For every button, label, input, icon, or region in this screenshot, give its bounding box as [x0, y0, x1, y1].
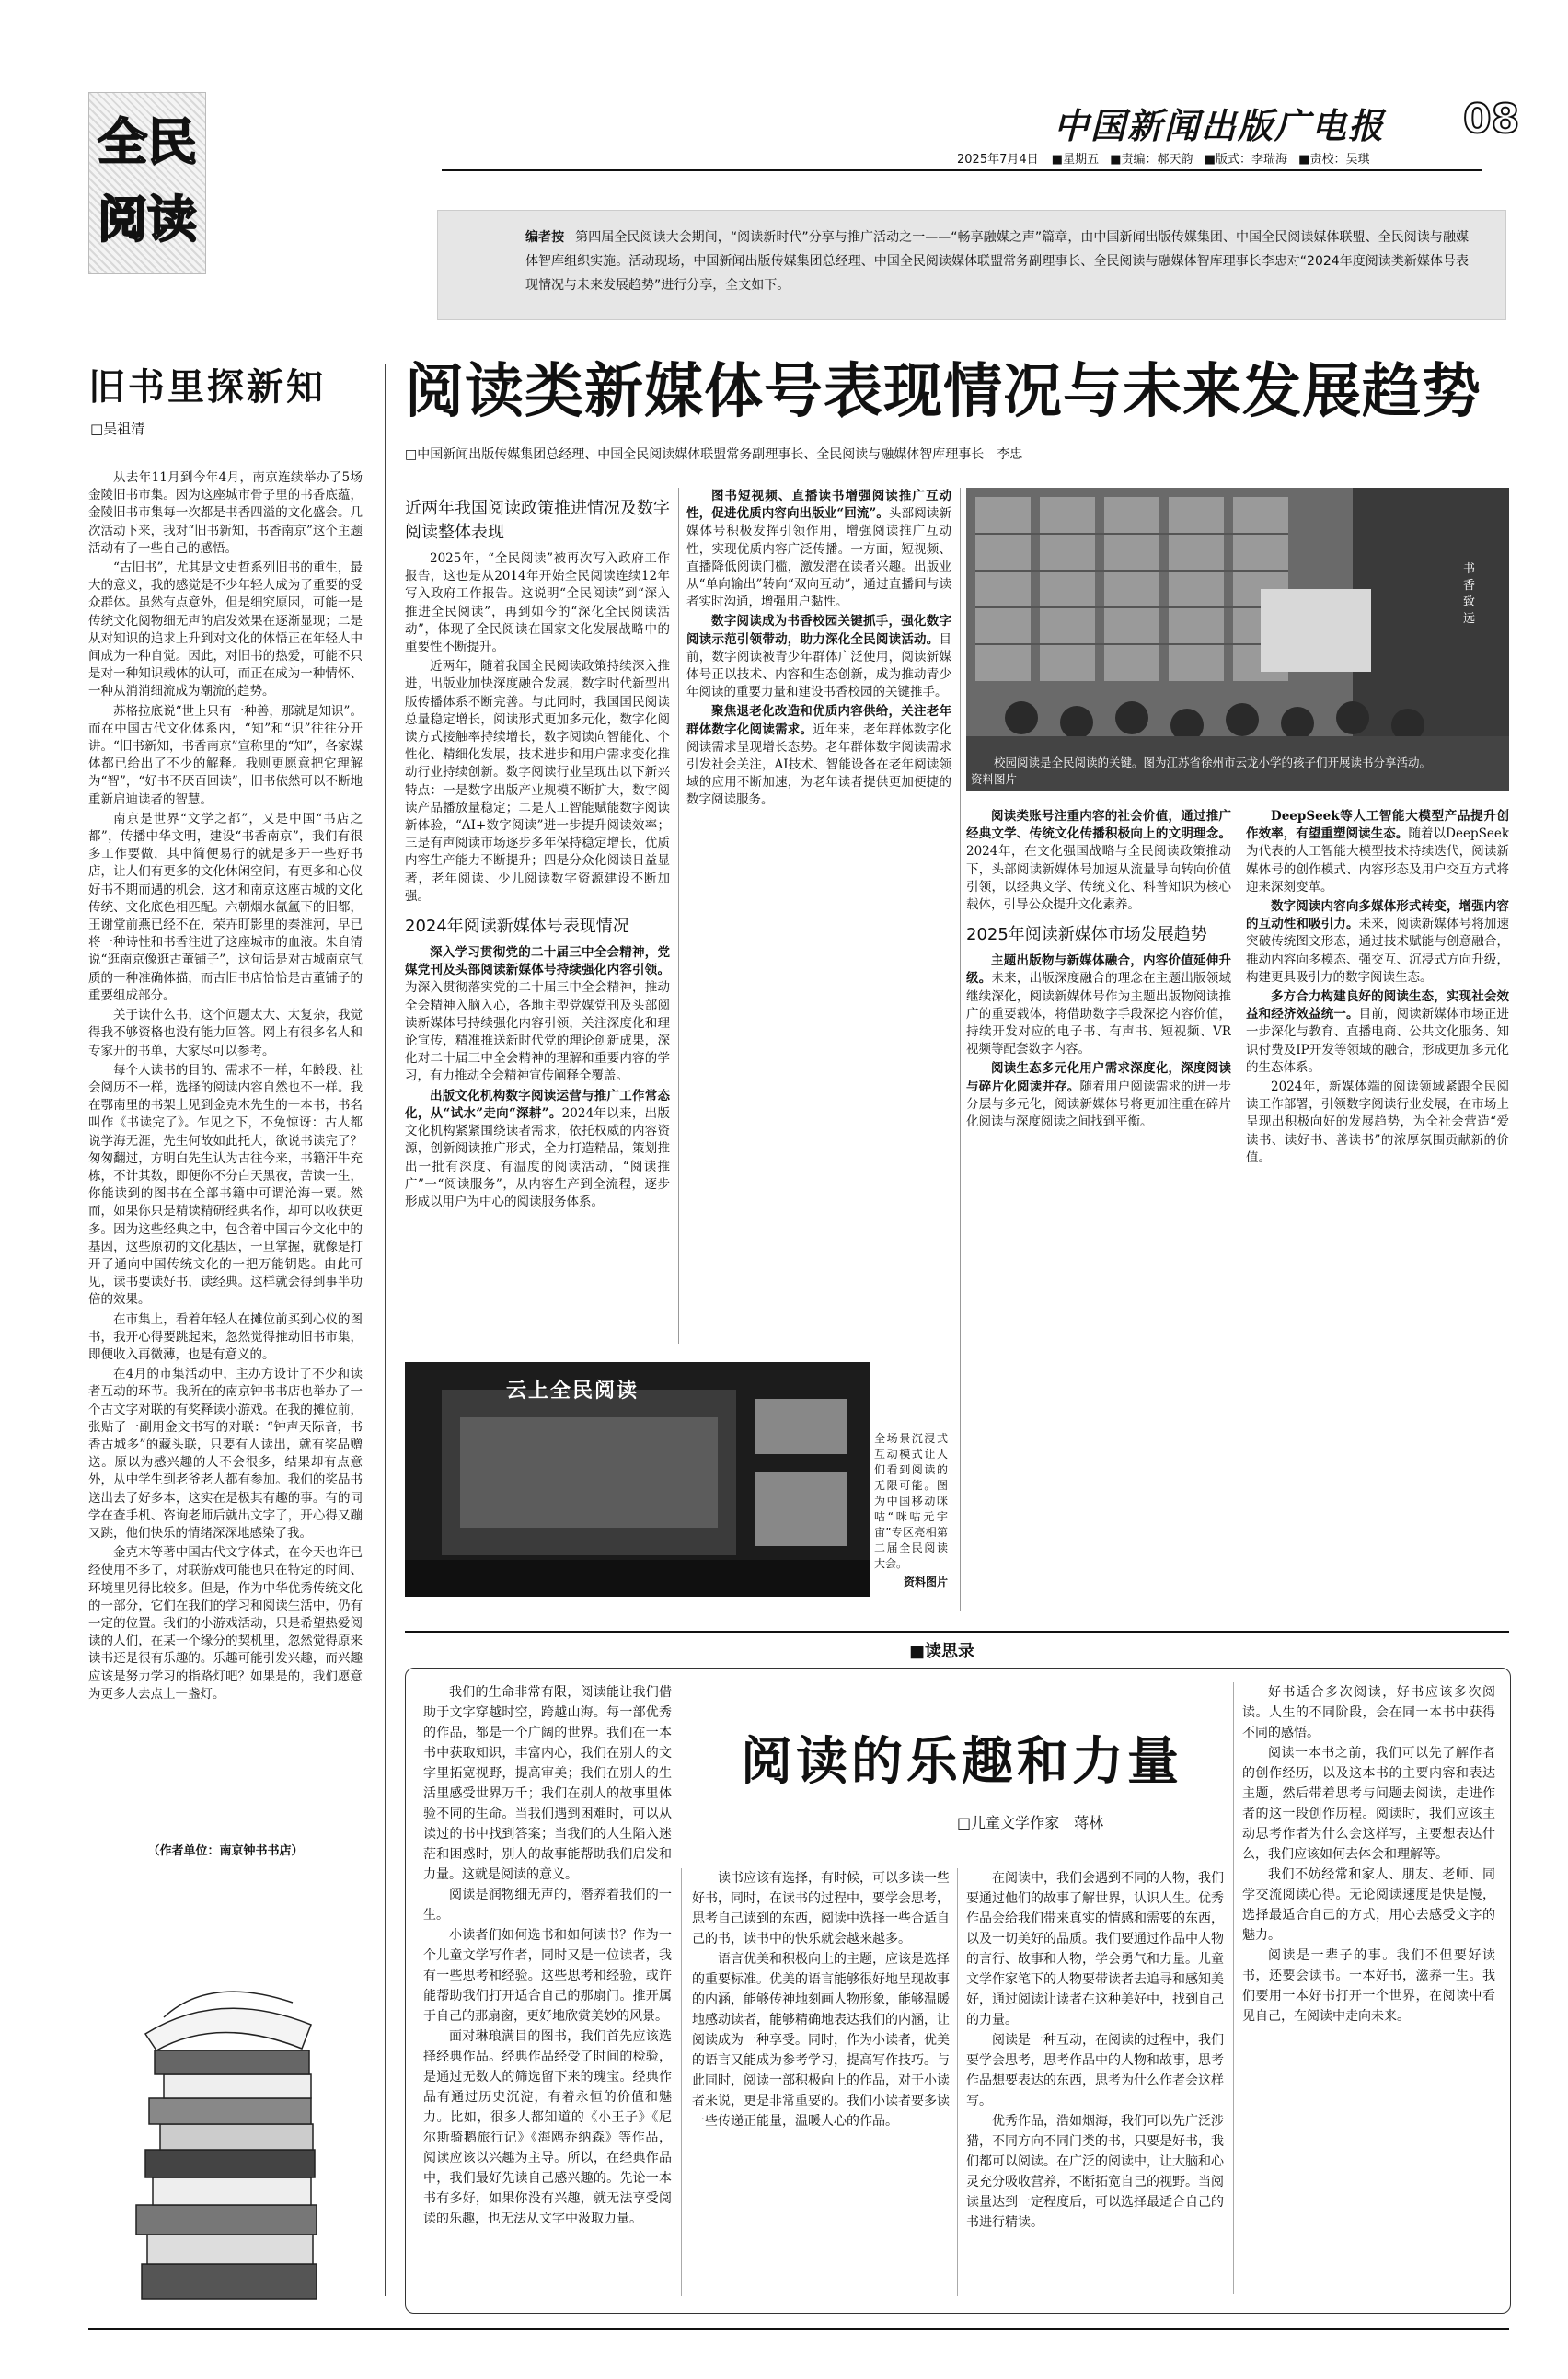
paragraph-text: 为深入贯彻落实党的二十届三中全会精神，推动全会精神入脑入心，各地主型党媒党刊及头部阅读新媒体号持续强化内容引领，关注深度化和理论宣传，精准推送新时代党的理论创新成果，深化对二十届三中全会精神的理解和重要内容的学习，有力推动全会精神宣传阐释全覆盖。	[405, 980, 670, 1084]
section-logo	[88, 92, 206, 274]
paragraph-lead: 深入学习贯彻党的二十届三中全会精神，党媒党刊及头部阅读新媒体号持续强化内容引领。	[405, 945, 670, 978]
date-line: 2025年7月4日 ■星期五 ■责编：郝天韵 ■版式：李瑞海 ■责校：吴琪	[957, 153, 1370, 167]
essay-divider	[1233, 1682, 1234, 2294]
essay-column-3	[966, 1868, 1224, 2296]
essay-column-label: ■读思录	[902, 1638, 982, 1662]
essay-author: □儿童文学作家 蒋林	[957, 1814, 1104, 1831]
column-divider	[678, 488, 679, 1344]
section-heading: 近两年我国阅读政策推进情况及数字阅读整体表现	[405, 499, 670, 542]
editor-note	[437, 210, 1506, 320]
cloud-reading-caption	[874, 1431, 948, 1589]
essay-paragraph: 小读者们如何选书和如何读书？作为一个儿童文学写作者，同时又是一位读者，我有一些思考和经验。这些思考和经验，或许能帮助我们打开适合自己的那扇门。推开属于自己的那扇窗，更好地欣赏美妙的风景。	[423, 1928, 672, 2024]
body-paragraph	[405, 944, 670, 1086]
editor-credit: 责编：郝天韵	[1121, 153, 1193, 167]
paragraph-text: 未来，出版深度融合的理念在主题出版领域继续深化，阅读新媒体号作为主题出版物阅读推广的重要载体，将借助数字手段深挖内容价值，持续开发对应的电子书、有声书、短视频、VR视频等配套数字内容。	[966, 971, 1231, 1057]
paragraph-text: 2024年，在文化强国战略与全民阅读政策推动下，头部阅读新媒体号加速从流量导向转向价值引领，以经典文学、传统文化、科普知识为核心载体，引导公众提升文化素养。	[966, 844, 1231, 913]
header-rule	[442, 169, 1482, 171]
paragraph-lead: 阅读类账号注重内容的社会价值，通过推广经典文学、传统文化传播积极向上的文明理念。	[966, 809, 1231, 842]
editor-note-label: 编者按	[525, 230, 565, 245]
paragraph-lead: DeepSeek等人工智能大模型产品提升创作效率，有望重塑阅读生态。	[1246, 809, 1509, 842]
photo-caption: 校园阅读是全民阅读的关键。图为江苏省徐州市云龙小学的孩子们开展读书分享活动。 资料图片	[971, 756, 1494, 786]
book-stack-illustration	[109, 1969, 339, 2310]
paragraph-lead: 聚焦退老化改造和优质内容供给，关注老年群体数字化阅读需求。	[686, 704, 951, 737]
paragraph-lead: 图书短视频、直播读书增强阅读推广互动性，促进优质内容向出版业“回流”。	[686, 489, 951, 522]
essay-column-1	[423, 1682, 672, 2294]
main-article-byline: □中国新闻出版传媒集团总经理、中国全民阅读媒体联盟常务副理事长、全民阅读与融媒体智库理事长 李忠	[405, 447, 1023, 462]
paragraph-text: 目前，数字阅读被青少年群体广泛使用，阅读新媒体号正以技术、内容和生态创新，成为推动青少年阅读的重要力量和建设书香校园的关键推手。	[686, 631, 951, 700]
section-heading: 2025年阅读新媒体市场发展趋势	[966, 925, 1207, 945]
editor-note-text: 第四届全民阅读大会期间，“阅读新时代”分享与推广活动之一——“畅享融媒之声”篇章，由中国新闻出版传媒集团、中国全民阅读媒体联盟、全民阅读与融媒体智库组织实施。活动现场，中国新闻出版传媒集团总经理、中国全民阅读媒体联盟常务副理事长、全民阅读与融媒体智库理事长李忠对“2024年度阅读类新媒体号表现情况与未来发展趋势”进行分享，全文如下。	[525, 230, 1469, 293]
photo-credit: 资料图片	[903, 1576, 948, 1588]
proofreader-credit: 责校：吴琪	[1309, 153, 1370, 167]
body-paragraph	[1246, 808, 1509, 896]
essay-paragraph: 阅读是润物细无声的，潜养着我们的一生。	[423, 1888, 672, 1923]
paragraph-lead: 多方合力构建良好的阅读生态，实现社会效益和经济效益统一。	[1246, 989, 1509, 1022]
essay-column-2	[692, 1868, 950, 2296]
body-paragraph	[686, 488, 951, 611]
photo-sign-text: 书香致远	[1463, 562, 1476, 626]
body-paragraph	[966, 808, 1231, 914]
essay-paragraph: 阅读是一种互动，在阅读的过程中，我们要学会思考，思考作品中的人物和故事，思考作品想要表达的东西，思考为什么作者会这样写。	[966, 2033, 1224, 2108]
essay-paragraph: 我们不妨经常和家人、朋友、老师、同学交流阅读心得。无论阅读速度是快是慢，选择最适合自己的方式，用心去感受文字的魅力。	[1242, 1867, 1495, 1943]
paragraph-lead: 阅读生态多元化用户需求深度化，深度阅读与碎片化阅读并存。	[966, 1061, 1231, 1094]
sidebar-paragraph: 每个人读书的目的、需求不一样，年龄段、社会阅历不一样，选择的阅读内容自然也不一样。我在鄂南里的书架上见到金克木先生的一本书，书名叫作《书读完了》。乍见之下，不免惊讶：古人都说学海无涯，先生何故如此托大，欲说书读完了？匆匆翻过，方明白先生认为古往今来，书籍汗牛充栋，不计其数，即便你不分白天黑夜，苦读一生，你能读到的图书在全部书籍中可谓沧海一粟。然而，如果你只是精读精研经典名作，却可以收获更多。因为这些经典之中，包含着中国古今文化中的基因，这些原初的文化基因，一旦掌握，就像是打开了通向中国传统文化的一把万能钥匙。由此可见，读书要读好书，读经典。这样就会得到事半功倍的效果。	[88, 1062, 363, 1308]
sidebar-paragraph: 南京是世界“文学之都”，又是中国“书店之都”，传播中华文明，建设“书香南京”，我们有很多工作要做，其中简便易行的就是多开一些好书店，让人们有更多的文化休闲空间，有更多和心仪好书不期而遇的机会，这才和南京这座古城的文化传统、文化底色相匹配。六朝烟水氤氲下的旧都，王谢堂前燕已经不在，荣卉盯影里的秦淮河，早已将一种诗性和书香注进了这座城市的血液。朱自清说“逛南京像逛古董铺子”，这句话是对古城南京气质的一种准确体描，而古旧书店恰恰是古董铺子的重要组成部分。	[88, 811, 363, 1003]
issue-date: 2025年7月4日	[957, 153, 1039, 167]
section-logo-text: 全民阅读	[98, 113, 197, 248]
essay-column-4	[1242, 1682, 1495, 2294]
sidebar-paragraph: 从去年11月到今年4月，南京连续举办了5场金陵旧书市集。因为这座城市骨子里的书香底蕴，金陵旧书市集每一次都是书香四溢的文化盛会。几次活动下来，我对“旧书新知，书香南京”这个主题活动有了一些自己的感悟。	[88, 470, 363, 556]
body-paragraph	[686, 613, 951, 701]
paragraph-lead: 数字阅读内容向多媒体形式转变，增强内容的互动性和吸引力。	[1246, 899, 1509, 932]
sidebar-article-title: 旧书里探新知	[88, 365, 326, 409]
body-paragraph: 近两年，随着我国全民阅读政策持续深入推进，出版业加快深度融合发展，数字时代新型出版传播体系不断完善。与此同时，我国国民阅读总量稳定增长，阅读形式更加多元化，数字化阅读方式接触率持续增长，数字阅读向智能化、个性化、精细化发展，技术进步和用户需求变化推动行业持续创新。数字阅读行业呈现出以下新兴特点：一是数字出版产业规模不断扩大，数字阅读产品播放量稳定；二是人工智能赋能数字阅读新体验，“AI+数字阅读”进一步提升阅读效率；三是有声阅读市场逐步多年保持稳定增长，优质内容生产能力不断提升；四是分众化阅读日益显著，老年阅读、少儿阅读数字资源建设不断加强。	[405, 659, 670, 904]
sidebar-paragraph: 关于读什么书，这个问题太大、太复杂，我觉得我不够资格也没有能力回答。网上有很多名人和专家开的书单，大家尽可以参考。	[88, 1008, 363, 1058]
main-column-3	[966, 808, 1231, 1618]
essay-paragraph: 面对琳琅满目的图书，我们首先应该选择经典作品。经典作品经受了时间的检验，是通过无数人的筛选留下来的瑰宝。经典作品有通过历史沉淀，有着永恒的价值和魅力。比如，很多人都知道的《小王子》《尼尔斯骑鹅旅行记》《海鸥乔纳森》等作品，阅读应该以兴趣为主导。所以，在经典作品中，我们最好先读自己感兴趣的。先论一本书有多好，如果你没有兴趣，就无法享受阅读的乐趣，也无法从文字中汲取力量。	[423, 2029, 672, 2226]
sidebar-article	[88, 364, 363, 1864]
sidebar-paragraph: 苏格拉底说“世上只有一种善，那就是知识”。而在中国古代文化体系内，“知”和“识”往往分开讲。“旧书新知，书香南京”宣称里的“知”，各家媒体都已给出了不少的解释。我则更愿意把它理解为“智”，“好书不厌百回读”，旧书依然可以不断地重新启迪读者的智慧。	[88, 703, 363, 807]
photo-screen-text: 云上全民阅读	[506, 1380, 640, 1403]
paragraph-text: 随着以DeepSeek为代表的人工智能大模型技术持续迭代，阅读新媒体号的创作模式、内容形态及用户交互方式将迎来深刻变革。	[1246, 826, 1509, 895]
designer-credit: 版式：李瑞海	[1215, 153, 1287, 167]
paragraph-text: 未来，阅读新媒体号将加速突破传统图文形态，通过技术赋能与创意融合，推动内容向多模态、强交互、沉浸式方向升级，构建更具吸引力的数字阅读生态。	[1246, 917, 1509, 985]
body-paragraph: 2024年，新媒体端的阅读领域紧跟全民阅读工作部署，引领数字阅读行业发展，在市场上呈现出积极向好的发展趋势，为全社会营造“爱读书、读好书、善读书”的浓厚氛围贡献新的价值。	[1246, 1080, 1509, 1165]
body-paragraph	[1246, 898, 1509, 987]
issue-weekday: 星期五	[1063, 153, 1100, 167]
body-paragraph	[1246, 988, 1509, 1077]
editor-note-paragraph	[525, 225, 1469, 297]
sidebar-affiliation: （作者单位：南京钟书书店）	[147, 1844, 304, 1858]
body-paragraph: 2025年，“全民阅读”被再次写入政府工作报告，这也是从2014年开始全民阅读连续12年写入政府工作报告。这说明“全民阅读”到“深入推进全民阅读”，再到如今的“深化全民阅读活动”，体现了全民阅读在国家文化发展战略中的重要性不断提升。	[405, 551, 670, 655]
sidebar-paragraph: 金克木等著中国古代文字体式，在今天也许已经使用不多了，对联游戏可能也只在特定的时间、环境里见得比较多。但是，作为中华优秀传统文化的一部分，它们在我们的学习和阅读生活中，仍有一定的位置。我们的小游戏活动，只是希望热爱阅读的人们，在某一个缘分的契机里，忽然觉得原来读书还是很有乐趣的。乐趣可能引发兴趣，而兴趣应该是努力学习的指路灯吧？如果是的，我们愿意为更多人去点上一盏灯。	[88, 1545, 363, 1702]
paragraph-lead: 主题出版物与新媒体融合，内容价值延伸升级。	[966, 953, 1231, 987]
section-heading: 2024年阅读新媒体号表现情况	[405, 917, 629, 937]
paragraph-lead: 出版文化机构数字阅读运营与推广工作常态化，从“试水”走向“深耕”。	[405, 1088, 670, 1121]
reading-event-photo	[966, 488, 1509, 791]
paragraph-lead: 数字阅读成为书香校园关键抓手，强化数字阅读示范引领带动，助力深化全民阅读活动。	[686, 614, 951, 647]
main-column-1	[405, 488, 670, 1399]
essay-paragraph: 优秀作品，浩如烟海，我们可以先广泛涉猎，不同方向不同门类的书，只要是好书，我们都可以阅读。在广泛的阅读中，让大脑和心灵充分吸收营养，不断拓宽自己的视野。当阅读量达到一定程度后，可以选择最适合自己的书进行精读。	[966, 2114, 1224, 2230]
column-divider	[960, 488, 961, 1611]
sidebar-paragraph: “古旧书”，尤其是文史哲系列旧书的重生，最大的意义，我的感觉是不少年轻人成为了重要的受众群体。虽然有点意外，但是细究原因，可能一是传统文化阅物细无声的启发效果在逐渐显现；二是从对知识的追求上升到对文化的体悟正在年轻人中间成为一种自觉。因此，对旧书的热爱，可能不只是对一种知识载体的认可，而正在成为一种情怀、一种从消消细流成为潮流的趋势。	[88, 560, 363, 699]
paragraph-text: 2024年以来，出版文化机构紧紧围绕读者需求，依托权威的内容资源，创新阅读推广形式，全力打造精品，策划推出一批有深度、有温度的阅读活动，“阅读推广”一“阅读服务”，从内容生产到全流程，逐步形成以用户为中心的阅读服务体系。	[405, 1105, 670, 1209]
essay-paragraph: 我们的生命非常有限，阅读能让我们借助于文字穿越时空，跨越山海。每一部优秀的作品，都是一个广阔的世界。我们在一本书中获取知识，丰富内心，我们在别人的文字里拓宽视野，提高审美；我们在别人的生活里感受世界万千；我们在别人的故事里体验不同的生命。当我们遇到困难时，可以从读过的书中找到答案；当我们的人生陷入迷茫和困惑时，别人的故事能帮助我们启发和力量。这就是阅读的意义。	[423, 1685, 672, 1882]
photo-caption: 全场景沉浸式互动模式让人们看到阅读的无限可能。图为中国移动咪咕“咪咕元宇宙”专区亮相第二届全民阅读大会。	[874, 1432, 948, 1570]
sidebar-article-author: □吴祖清	[90, 421, 145, 437]
main-article-title: 阅读类新媒体号表现情况与未来发展趋势	[405, 357, 1482, 426]
essay-paragraph: 在阅读中，我们会遇到不同的人物，我们要通过他们的故事了解世界，认识人生。优秀作品会给我们带来真实的情感和需要的东西，以及一切美好的品质。我们要通过作品中人物的言行、故事和人物，学会勇气和力量。儿童文学作家笔下的人物要带读者去追寻和感知美好，通过阅读让读者在这种美好中，找到自己的力量。	[966, 1871, 1224, 2027]
essay-paragraph: 语言优美和积极向上的主题，应该是选择的重要标准。优美的语言能够很好地呈现故事的内涵，能够传神地刻画人物形象，能够温暖地感动读者，能够精确地表达我们的内涵，让阅读成为一种享受。同时，作为小读者，优美的语言又能成为参考学习，提高写作技巧。与此同时，阅读一部积极向上的作品，对于小读者来说，更是非常重要的。我们小读者要多读一些传递正能量，温暖人心的作品。	[692, 1952, 950, 2129]
cloud-reading-photo	[405, 1362, 870, 1597]
essay-paragraph: 阅读是一辈子的事。我们不但要好读书，还要会读书。一本好书，滋养一生。我们要用一本好书打开一个世界，在阅读中看见自己，在阅读中走向未来。	[1242, 1948, 1495, 2024]
sidebar-divider	[385, 364, 386, 2296]
body-paragraph	[966, 953, 1231, 1058]
page-number: 08	[1463, 96, 1520, 143]
essay-paragraph: 读书应该有选择，有时候，可以多读一些好书，同时，在读书的过程中，要学会思考，思考自己读到的东西，阅读中选择一些合适自己的书，读书中的快乐就会越来越多。	[692, 1871, 950, 1946]
essay-title: 阅读的乐趣和力量	[741, 1731, 1182, 1792]
essay-divider	[681, 1868, 682, 2296]
main-column-4	[1246, 808, 1509, 1618]
paragraph-text: 头部阅读新媒体号积极发挥引领作用，增强阅读推广互动性，实现优质内容广泛传播。一方面，短视频、直播降低阅读门槛，激发潜在读者兴趣。出版业从“单向输出”转向“双向互动”，通过直播间与读者实时沟通，增强用户黏性。	[686, 506, 951, 610]
essay-top-rule	[405, 1631, 1509, 1633]
essay-paragraph: 阅读一本书之前，我们可以先了解作者的创作经历，以及这本书的主要内容和表达主题，然后带着思考与问题去阅读，走进作者的这一段创作历程。阅读时，我们应该主动思考作者为什么会这样写，主要想表达什么，我们应该如何去体会和理解等。	[1242, 1746, 1495, 1862]
essay-divider	[957, 1868, 958, 2296]
paragraph-text: 目前，阅读新媒体市场正进一步深化与教育、直播电商、公共文化服务、知识付费及IP开发等领域的融合，形成更加多元化的生态体系。	[1246, 1007, 1509, 1075]
paragraph-text: 随着用户阅读需求的进一步分层与多元化，阅读新媒体号将更加注重在碎片化阅读与深度阅读之间找到平衡。	[966, 1079, 1231, 1130]
sidebar-paragraph: 在市集上，看着年轻人在摊位前买到心仪的图书，我开心得要跳起来，忽然觉得推动旧书市集，即便收入再微薄，也是有意义的。	[88, 1311, 363, 1362]
body-paragraph	[405, 1088, 670, 1211]
main-column-2	[686, 488, 951, 1353]
paragraph-text: 近年来，老年群体数字化阅读需求呈现增长态势。老年群体数字阅读需求引发社会关注，AI技术、智能设备在老年阅读领域的应用不断加速，为老年读者提供更加便捷的数字阅读服务。	[686, 722, 951, 808]
essay-paragraph: 好书适合多次阅读，好书应该多次阅读。人生的不同阶段，会在同一本书中获得不同的感悟。	[1242, 1685, 1495, 1740]
body-paragraph	[686, 703, 951, 809]
body-paragraph	[966, 1060, 1231, 1131]
sidebar-paragraph: 在4月的市集活动中，主办方设计了不少和读者互动的环节。我所在的南京钟书书店也举办了一个古文字对联的有奖释读小游戏。在我的摊位前，张贴了一副用金文书写的对联：“钟声天际音，书香古城多”的藏头联，只要有人读出，就有奖品赠送。原以为感兴趣的人不会很多，结果却有点意外，从中学生到老爷老人都有参加。我们的奖品书送出去了好多本，这实在是极其有趣的事。有的同学在查手机、咨询老师后就出文字了，开心得又蹦又跳，他们快乐的情绪深深地感染了我。	[88, 1367, 363, 1541]
page-bottom-rule	[88, 2328, 1509, 2330]
sidebar-article-body	[88, 469, 363, 1831]
masthead: 中国新闻出版广电报	[1054, 105, 1386, 146]
